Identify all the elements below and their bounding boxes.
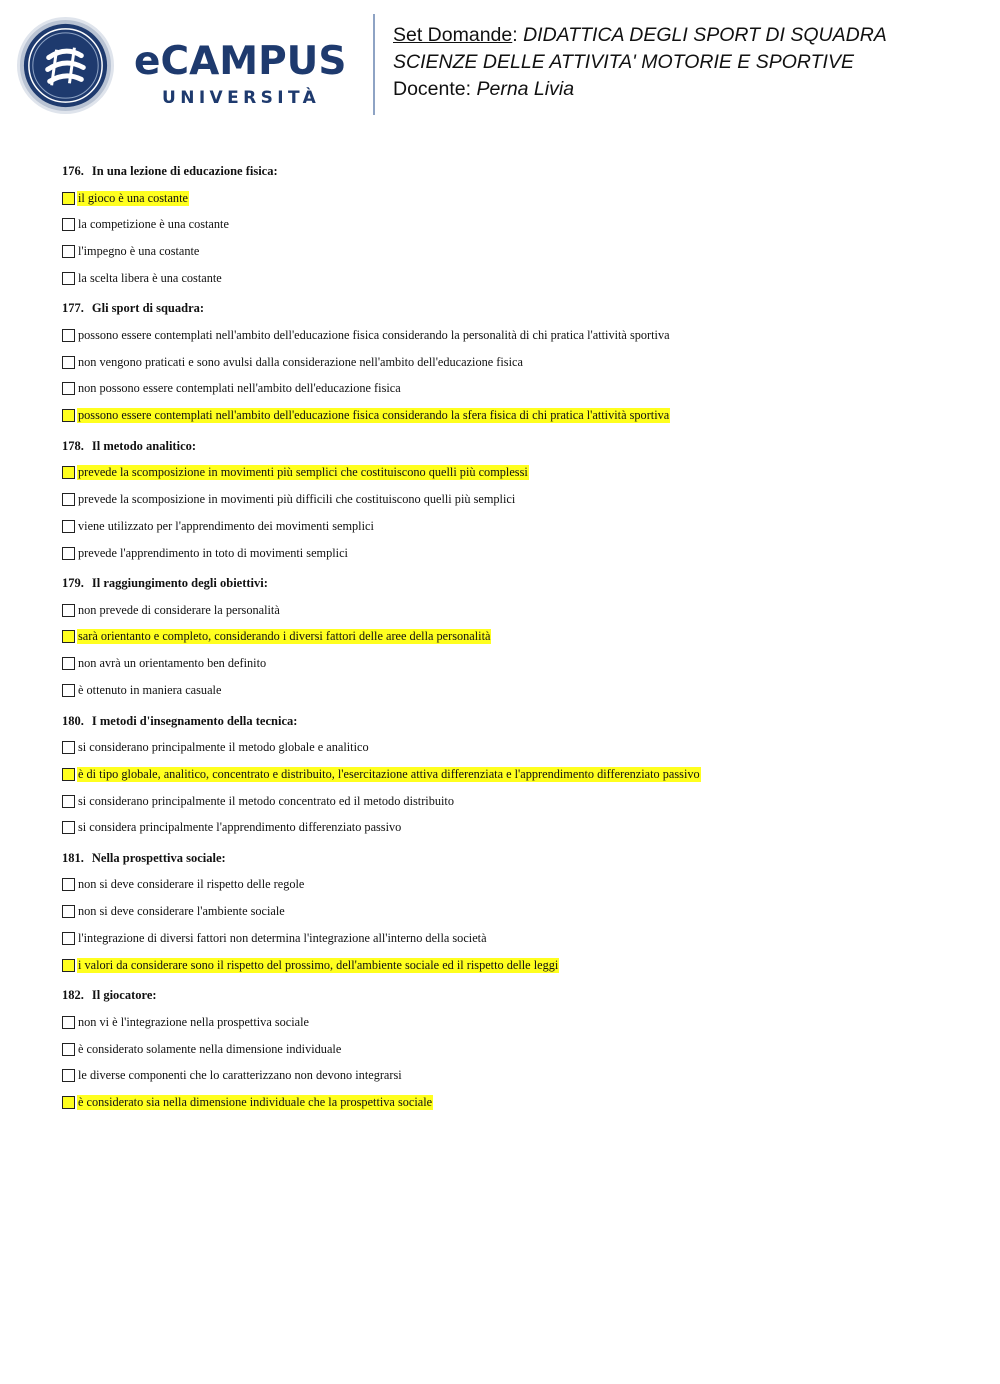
answer-text: sarà orientanto e completo, considerando i diversi fattori delle aree della personalità — [78, 629, 491, 644]
logo-brand: eCAMPUS — [134, 39, 347, 84]
question-number: 176. — [62, 164, 84, 178]
question-title — [62, 438, 962, 454]
ecampus-seal-icon — [16, 16, 115, 120]
checkbox[interactable] — [62, 684, 75, 697]
set-label: Set Domande — [393, 24, 513, 46]
checkbox[interactable] — [62, 878, 75, 891]
answer-text: è ottenuto in maniera casuale — [78, 683, 222, 698]
checkbox[interactable] — [62, 768, 75, 781]
answer-option[interactable] — [62, 740, 962, 756]
set-line: Set Domande: DIDATTICA DEGLI SPORT DI SQUADRA — [393, 24, 887, 46]
answer-text: viene utilizzato per l'apprendimento dei movimenti semplici — [78, 518, 374, 533]
teacher-line — [393, 76, 887, 103]
checkbox[interactable] — [62, 741, 75, 754]
ecampus-logo — [134, 40, 346, 108]
checkbox[interactable] — [62, 630, 75, 643]
question-text: Il raggiungimento degli obiettivi: — [91, 576, 268, 591]
answer-option[interactable] — [62, 492, 962, 508]
checkbox[interactable] — [62, 466, 75, 479]
checkbox[interactable] — [62, 1096, 75, 1109]
question-text: In una lezione di educazione fisica: — [91, 164, 278, 178]
answer-text: non si deve considerare il rispetto delle regole — [78, 877, 305, 892]
answer-option[interactable] — [62, 545, 962, 561]
question-block — [62, 438, 962, 561]
checkbox[interactable] — [62, 218, 75, 231]
header-divider — [373, 14, 375, 115]
checkbox[interactable] — [62, 821, 75, 834]
answer-text: prevede la scomposizione in movimenti più difficili che costituiscono quelli più semplici — [78, 492, 516, 507]
answer-text: l'impegno è una costante — [78, 244, 200, 259]
answer-text: prevede la scomposizione in movimenti più semplici che costituiscono quelli più complessi — [78, 465, 528, 480]
answer-option[interactable] — [62, 820, 962, 836]
teacher-name: Perna Livia — [476, 78, 575, 100]
answer-text: non vi è l'integrazione nella prospettiva sociale — [78, 1014, 309, 1029]
answer-option[interactable] — [62, 904, 962, 920]
question-text: I metodi d'insegnamento della tecnica: — [91, 713, 298, 728]
checkbox[interactable] — [62, 1069, 75, 1082]
question-text: Nella prospettiva sociale: — [91, 850, 226, 865]
question-number: 177. — [62, 301, 84, 316]
answer-text: la competizione è una costante — [78, 217, 229, 232]
answer-text: le diverse componenti che lo caratterizzano non devono integrarsi — [78, 1068, 402, 1083]
answer-text: si considerano principalmente il metodo concentrato ed il metodo distribuito — [78, 793, 454, 808]
question-title — [62, 163, 962, 179]
question-title — [62, 987, 962, 1003]
document-header — [0, 0, 1000, 130]
question-block — [62, 575, 962, 698]
question-block — [62, 300, 962, 423]
answer-text: i valori da considerare sono il rispetto del prossimo, dell'ambiente sociale ed il rispetto delle leggi — [78, 957, 559, 972]
answer-option-correct[interactable] — [62, 766, 962, 782]
checkbox[interactable] — [62, 356, 75, 369]
answer-option[interactable] — [62, 931, 962, 947]
checkbox[interactable] — [62, 382, 75, 395]
checkbox[interactable] — [62, 493, 75, 506]
answer-option[interactable] — [62, 270, 962, 286]
checkbox[interactable] — [62, 547, 75, 560]
answer-option[interactable] — [62, 327, 962, 343]
answer-option[interactable] — [62, 793, 962, 809]
checkbox[interactable] — [62, 795, 75, 808]
answer-text: possono essere contemplati nell'ambito dell'educazione fisica considerando la sfera fisica di chi pratica l'attività sportiva — [78, 408, 670, 423]
answer-option[interactable] — [62, 602, 962, 618]
answer-option[interactable] — [62, 217, 962, 233]
answer-text: non vengono praticati e sono avulsi dalla considerazione nell'ambito dell'educazione fisica — [78, 354, 523, 369]
answer-text: non si deve considerare l'ambiente sociale — [78, 904, 285, 919]
logo-subtitle: UNIVERSITÀ — [162, 88, 321, 108]
question-title — [62, 575, 962, 591]
degree-title: SCIENZE DELLE ATTIVITA' MOTORIE E SPORTIVE — [393, 51, 854, 73]
answer-option-correct[interactable] — [62, 190, 962, 206]
answer-text: il gioco è una costante — [78, 190, 188, 205]
checkbox[interactable] — [62, 409, 75, 422]
checkbox[interactable] — [62, 932, 75, 945]
question-title — [62, 300, 962, 316]
answer-option-correct[interactable] — [62, 629, 962, 645]
question-number: 178. — [62, 438, 84, 453]
checkbox[interactable] — [62, 272, 75, 285]
answer-text: l'integrazione di diversi fattori non determina l'integrazione all'interno della società — [78, 931, 487, 946]
answer-text: è considerato solamente nella dimensione individuale — [78, 1041, 342, 1056]
answer-option-correct[interactable] — [62, 957, 962, 973]
answer-text: si considerano principalmente il metodo globale e analitico — [78, 740, 369, 755]
answer-text: è considerato sia nella dimensione individuale che la prospettiva sociale — [78, 1095, 433, 1110]
answer-option[interactable] — [62, 1041, 962, 1057]
answer-option[interactable] — [62, 354, 962, 370]
answer-option[interactable] — [62, 877, 962, 893]
question-title — [62, 850, 962, 866]
answer-text: è di tipo globale, analitico, concentrato e distribuito, l'esercitazione attiva differenziata e l'apprendimento differenziato passivo — [78, 766, 700, 781]
checkbox[interactable] — [62, 329, 75, 342]
question-block — [62, 713, 962, 836]
answer-option-correct[interactable] — [62, 1095, 962, 1111]
checkbox[interactable] — [62, 604, 75, 617]
answer-option[interactable] — [62, 381, 962, 397]
question-title — [62, 713, 962, 729]
answer-option[interactable] — [62, 244, 962, 260]
answer-text: si considera principalmente l'apprendimento differenziato passivo — [78, 820, 402, 835]
answer-text: possono essere contemplati nell'ambito dell'educazione fisica considerando la personalità di chi pratica l'attività sportiva — [78, 327, 670, 342]
answer-option[interactable] — [62, 656, 962, 672]
course-title: DIDATTICA DEGLI SPORT DI SQUADRA — [523, 24, 887, 46]
answer-text: la scelta libera è una costante — [78, 270, 222, 285]
question-block — [62, 163, 962, 286]
answer-text: prevede l'apprendimento in toto di movimenti semplici — [78, 545, 348, 560]
checkbox[interactable] — [62, 520, 75, 533]
checkbox[interactable] — [62, 959, 75, 972]
question-text: Il giocatore: — [91, 988, 157, 1003]
checkbox[interactable] — [62, 1043, 75, 1056]
question-text: Il metodo analitico: — [91, 438, 197, 453]
question-block — [62, 987, 962, 1110]
answer-text: non avrà un orientamento ben definito — [78, 656, 267, 671]
question-number: 182. — [62, 988, 84, 1003]
checkbox[interactable] — [62, 657, 75, 670]
question-number: 179. — [62, 576, 84, 591]
question-number: 181. — [62, 850, 84, 865]
question-number: 180. — [62, 713, 84, 728]
answer-option-correct[interactable] — [62, 408, 962, 424]
answer-option[interactable] — [62, 683, 962, 699]
checkbox[interactable] — [62, 1016, 75, 1029]
answer-option[interactable] — [62, 1014, 962, 1030]
answer-text: non possono essere contemplati nell'ambito dell'educazione fisica — [78, 381, 401, 396]
answer-option[interactable] — [62, 518, 962, 534]
question-list — [62, 163, 962, 1125]
answer-option-correct[interactable] — [62, 465, 962, 481]
question-text: Gli sport di squadra: — [91, 301, 205, 316]
checkbox[interactable] — [62, 905, 75, 918]
answer-text: non prevede di considerare la personalità — [78, 602, 280, 617]
teacher-label: Docente: — [393, 78, 472, 100]
header-info — [393, 22, 887, 103]
checkbox[interactable] — [62, 245, 75, 258]
answer-option[interactable] — [62, 1068, 962, 1084]
question-block — [62, 850, 962, 973]
checkbox[interactable] — [62, 192, 75, 205]
